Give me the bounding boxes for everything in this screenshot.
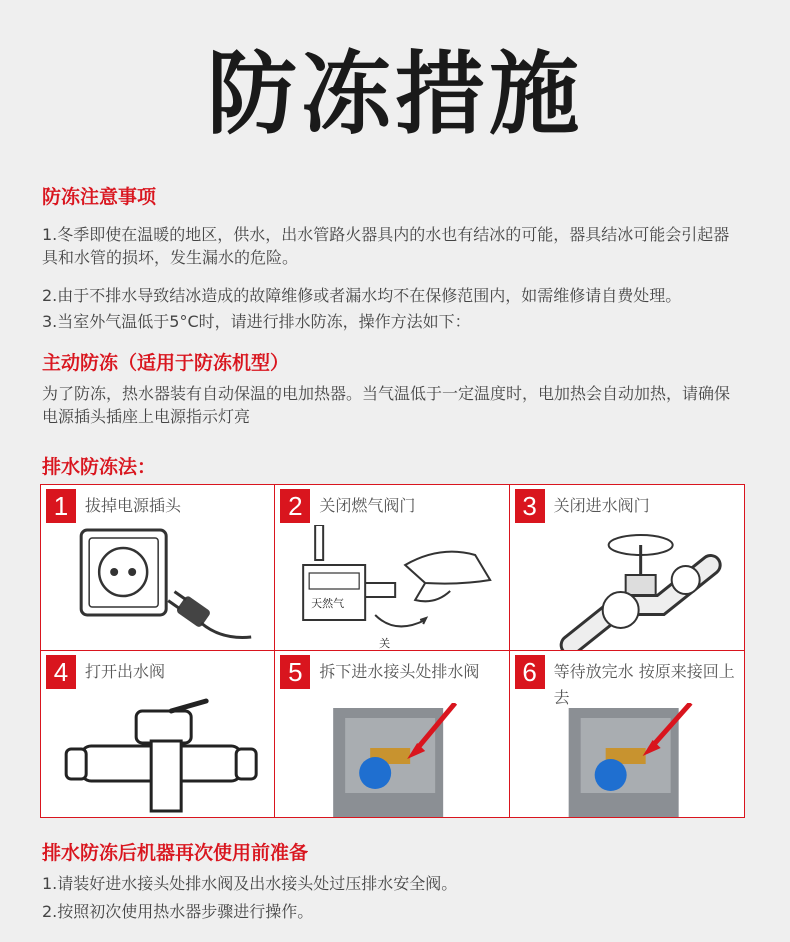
step-number: 6 <box>515 655 545 689</box>
after-heading: 排水防冻后机器再次使用前准备 <box>42 842 309 864</box>
step-card-2 <box>275 485 509 651</box>
step-number: 5 <box>280 655 310 689</box>
step-label: 拔掉电源插头 <box>85 496 182 515</box>
step-label: 打开出水阀 <box>85 662 166 681</box>
gas-valve-icon <box>275 525 508 650</box>
step-number: 3 <box>515 489 545 523</box>
step-number: 2 <box>280 489 310 523</box>
drain-valve-photo <box>275 703 508 817</box>
step-card-5 <box>275 651 509 817</box>
reconnect-photo <box>510 703 744 817</box>
close-label: 关 <box>379 637 391 650</box>
gas-meter-label: 天然气 <box>311 597 345 610</box>
active-heading: 主动防冻（适用于防冻机型） <box>42 352 290 374</box>
active-text: 为了防冻，热水器装有自动保温的电加热器。当气温低于一定温度时，电加热会自动加热，请确保电源插头插座上电源指示灯亮 <box>42 384 731 426</box>
notes-heading: 防冻注意事项 <box>42 186 157 208</box>
note-1: 1.冬季即使在温暖的地区，供水，出水管路火器具内的水也有结冰的可能，器具结冰可能会引起器具和水管的损坏，发生漏水的危险。 <box>42 225 730 267</box>
faucet-icon <box>41 691 274 816</box>
drain-heading: 排水防冻法： <box>42 456 157 478</box>
power-plug-icon <box>41 525 274 650</box>
step-number: 1 <box>46 489 76 523</box>
step-label: 关闭燃气阀门 <box>319 496 416 515</box>
step-label: 关闭进水阀门 <box>553 496 650 515</box>
water-valve-icon <box>510 525 744 650</box>
page-title: 防冻措施 <box>207 42 583 147</box>
step-number: 4 <box>46 655 76 689</box>
step-card-6 <box>510 651 744 817</box>
after-2: 2.按照初次使用热水器步骤进行操作。 <box>42 902 314 921</box>
step-card-3 <box>510 485 744 651</box>
step-card-1 <box>41 485 275 651</box>
step-card-4 <box>41 651 275 817</box>
note-2: 2.由于不排水导致结冰造成的故障维修或者漏水均不在保修范围内，如需维修请自费处理。 <box>42 286 682 305</box>
step-label: 拆下进水接头处排水阀 <box>319 662 480 681</box>
note-3: 3.当室外气温低于5°C时，请进行排水防冻，操作方法如下： <box>42 312 471 331</box>
drain-steps-grid <box>40 484 745 818</box>
after-1: 1.请装好进水接头处排水阀及出水接头处过压排水安全阀。 <box>42 874 458 893</box>
step-label: 等待放完水 按原来接回上去 <box>553 662 735 707</box>
